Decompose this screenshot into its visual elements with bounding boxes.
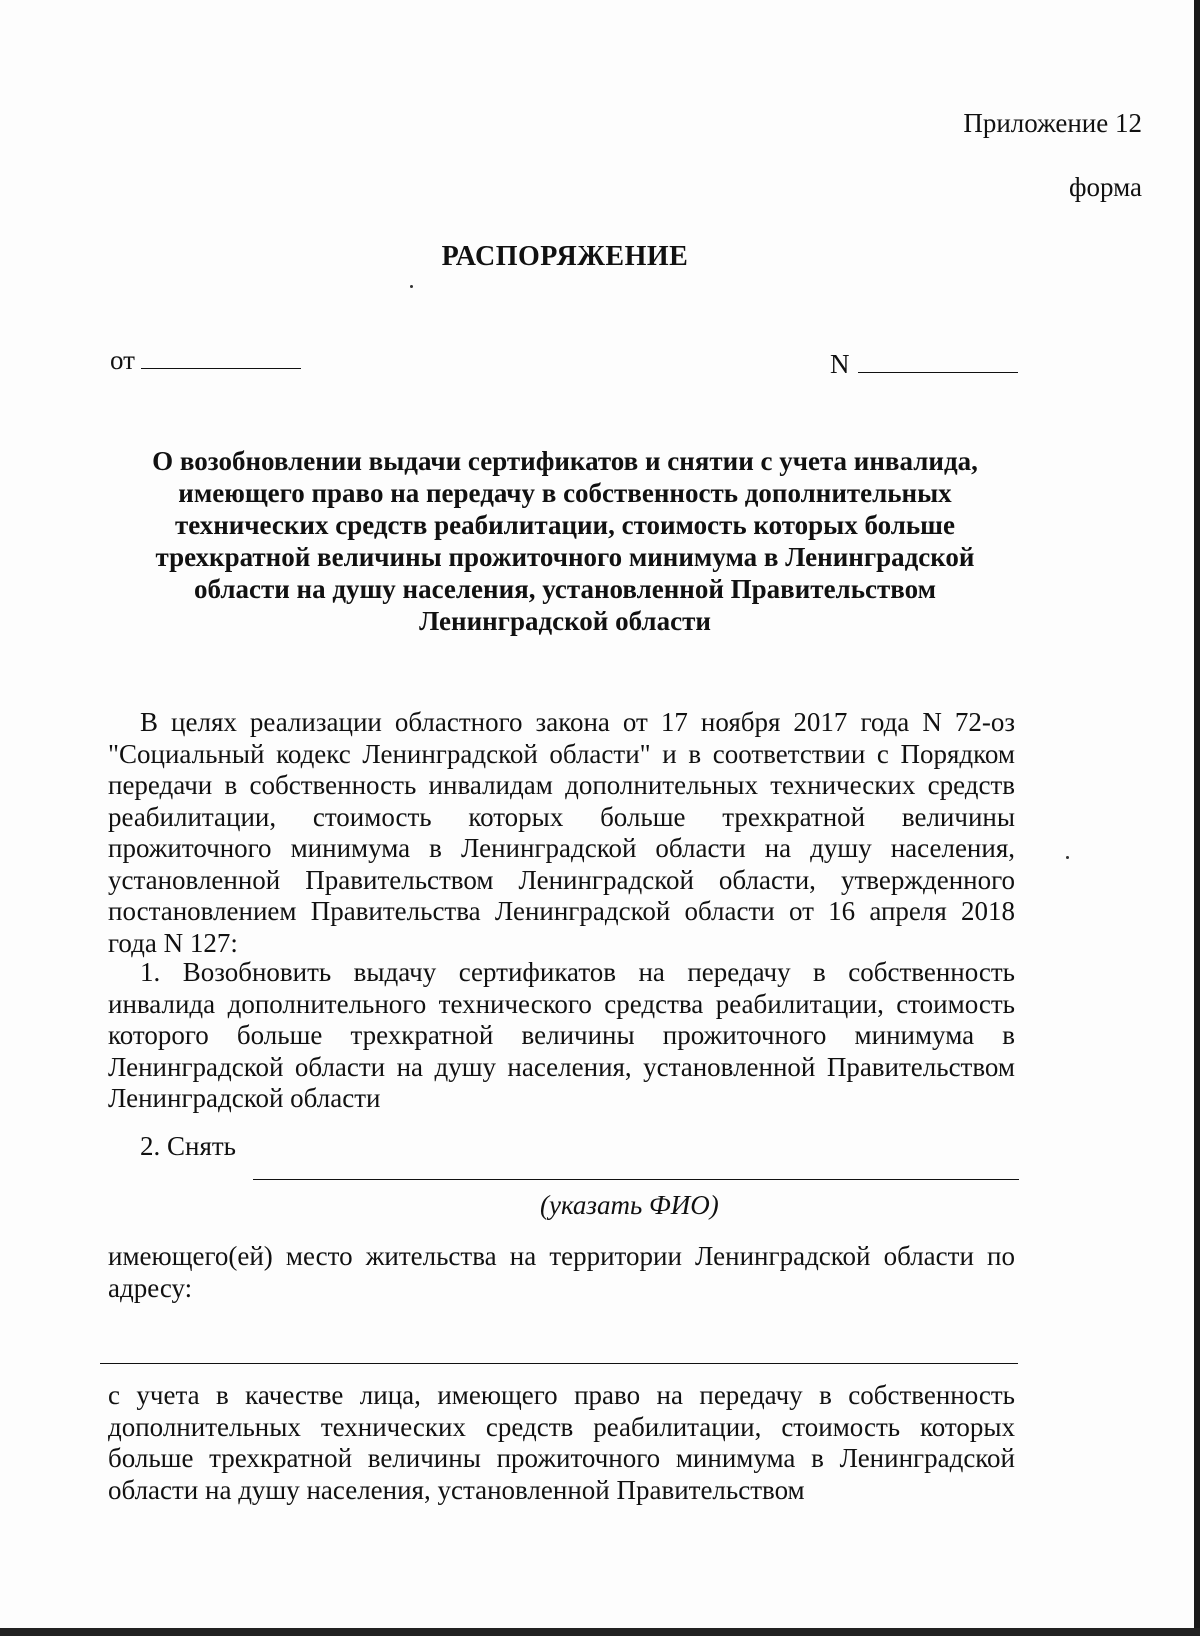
form-label: форма [1069, 172, 1142, 202]
number-field-row [830, 349, 1018, 380]
document-subject: О возобновлении выдачи сертификатов и снятии с учета инвалида, имеющего право на передачу в собственность дополнительных технических средств реабилитации, стоимость которых больше трехкратной величины прожиточного минимума в Ленинградской области на душу населения, установленной Правительством Ленинградской области [152, 446, 978, 636]
date-prefix: от [110, 345, 135, 375]
number-prefix: N [830, 349, 850, 379]
number-blank-line [858, 350, 1018, 373]
fio-caption: (указать ФИО) [540, 1190, 719, 1220]
residence-paragraph: имеющего(ей) место жительства на территории Ленинградской области по адресу: [108, 1241, 1015, 1303]
fio-blank-line [253, 1179, 1019, 1180]
scan-speck [1066, 856, 1069, 859]
scan-speck [410, 285, 413, 288]
date-field-row [110, 345, 301, 376]
scan-edge-bottom [0, 1628, 1200, 1636]
document-title: РАСПОРЯЖЕНИЕ [441, 241, 689, 272]
date-blank-line [141, 346, 301, 369]
preamble-paragraph: В целях реализации областного закона от 17 ноября 2017 года N 72-оз "Социальный кодекс Ленинградской области" и в соответствии с Порядком передачи в собственность инвалидам дополнительных технических средств реабилитации, стоимость которых больше трехкратной величины прожиточного минимума в Ленинградской области на душу населения, установленной Правительством Ленинградской области, утвержденного постановлением Правительства Ленинградской области от 16 апреля 2018 года N 127: [108, 707, 1015, 958]
scan-edge-right [1194, 0, 1200, 1636]
item-1-paragraph: 1. Возобновить выдачу сертификатов на передачу в собственность инвалида дополнительного технического средства реабилитации, стоимость которого больше трехкратной величины прожиточного минимума в Ленинградской области на душу населения, установленной Правительством Ленинградской области [108, 957, 1015, 1113]
item-2-prefix: 2. Снять [140, 1131, 236, 1161]
address-blank-line [100, 1363, 1018, 1364]
appendix-label: Приложение 12 [963, 108, 1142, 138]
removal-paragraph: с учета в качестве лица, имеющего право на передачу в собственность дополнительных технических средств реабилитации, стоимость которых больше трехкратной величины прожиточного минимума в Ленинградской области на душу населения, установленной Правительством [108, 1380, 1015, 1505]
